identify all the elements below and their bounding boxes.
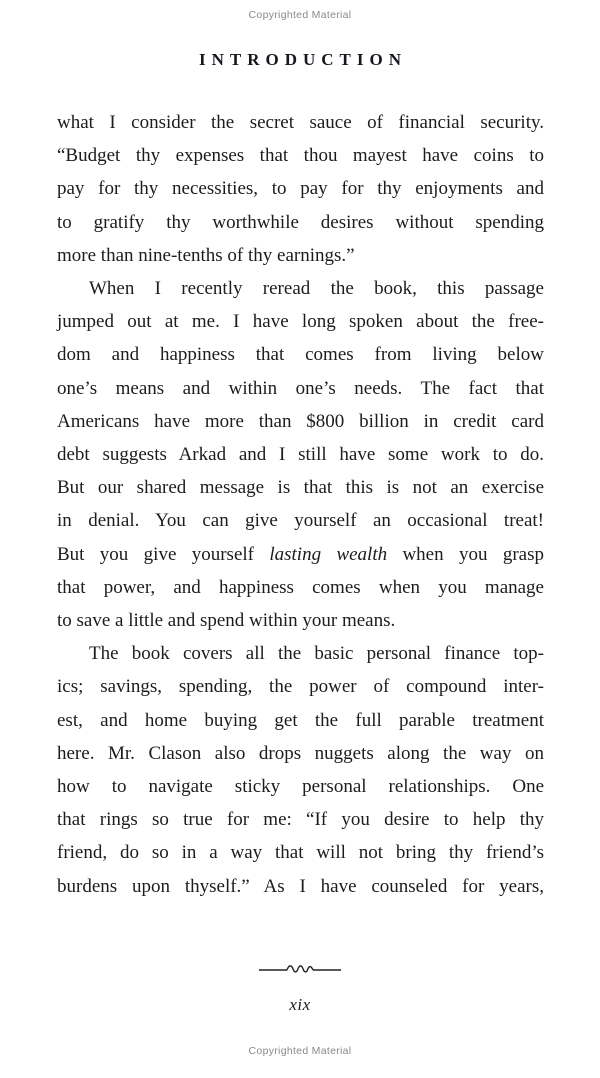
text-line <box>57 538 544 571</box>
text-segment: more than nine-tenths of thy earnings.” <box>57 244 355 266</box>
text-segment: what I consider the secret sauce of financial security. <box>57 112 544 133</box>
text-line <box>57 637 544 670</box>
text-line <box>57 272 544 305</box>
text-line <box>57 604 544 637</box>
copyright-notice-top: Copyrighted Material <box>248 9 352 21</box>
text-segment: est, and home buying get the full parable treatment <box>57 709 544 731</box>
text-line <box>57 206 544 239</box>
text-segment: friend, do so in a way that will not bring thy friend’s <box>57 842 544 864</box>
text-line <box>57 670 544 703</box>
text-line <box>57 836 544 869</box>
text-segment: one’s means and within one’s needs. The fact that <box>57 377 544 399</box>
text-segment: burdens upon thyself.” As I have counseled for years, <box>57 875 544 897</box>
body-text <box>57 106 544 903</box>
text-line <box>57 571 544 604</box>
text-segment: to save a little and spend within your means. <box>57 610 396 632</box>
text-line <box>57 471 544 504</box>
paragraph <box>57 106 544 272</box>
text-segment: here. Mr. Clason also drops nuggets along the way on <box>57 742 544 764</box>
emphasized-text: lasting wealth <box>269 543 388 565</box>
text-line <box>57 139 544 172</box>
text-line <box>57 504 544 537</box>
text-segment: in denial. You can give yourself an occasional treat! <box>57 510 544 532</box>
section-divider-flourish <box>0 960 600 978</box>
text-line <box>57 870 544 903</box>
chapter-heading: INTRODUCTION <box>198 50 408 69</box>
text-segment: jumped out at me. I have long spoken about the free- <box>57 311 544 333</box>
text-segment: to gratify thy worthwhile desires without spending <box>57 211 544 233</box>
text-segment: dom and happiness that comes from living below <box>57 344 544 366</box>
text-segment: pay for thy necessities, to pay for thy enjoyments and <box>57 178 544 200</box>
text-line <box>57 770 544 803</box>
text-segment: “Budget thy expenses that thou mayest have coins to <box>57 145 544 167</box>
text-line <box>57 172 544 205</box>
text-segment: But you give yourself <box>57 543 270 565</box>
page-number: xix <box>289 995 311 1014</box>
text-segment: Americans have more than $800 billion in credit card <box>57 410 544 432</box>
text-line <box>57 438 544 471</box>
text-line <box>57 405 544 438</box>
text-line <box>57 803 544 836</box>
copyright-notice-bottom: Copyrighted Material <box>248 1045 352 1057</box>
text-segment: debt suggests Arkad and I still have some work to do. <box>57 444 544 466</box>
text-segment: how to navigate sticky personal relationships. One <box>57 776 544 798</box>
flourish-icon <box>258 962 342 976</box>
text-segment: when you grasp <box>387 543 544 565</box>
text-line <box>57 372 544 405</box>
text-line <box>57 305 544 338</box>
text-line <box>57 239 544 272</box>
text-line <box>57 106 544 139</box>
text-segment: The book covers all the basic personal finance top- <box>89 643 544 665</box>
text-line <box>57 737 544 770</box>
text-line <box>57 704 544 737</box>
paragraph <box>57 272 544 637</box>
text-segment: When I recently reread the book, this passage <box>89 278 544 300</box>
text-segment: that rings so true for me: “If you desire to help thy <box>57 809 544 831</box>
text-segment: But our shared message is that this is not an exercise <box>57 477 544 499</box>
text-segment: ics; savings, spending, the power of compound inter- <box>57 676 544 698</box>
text-segment: that power, and happiness comes when you manage <box>57 576 544 598</box>
paragraph <box>57 637 544 903</box>
text-line <box>57 338 544 371</box>
